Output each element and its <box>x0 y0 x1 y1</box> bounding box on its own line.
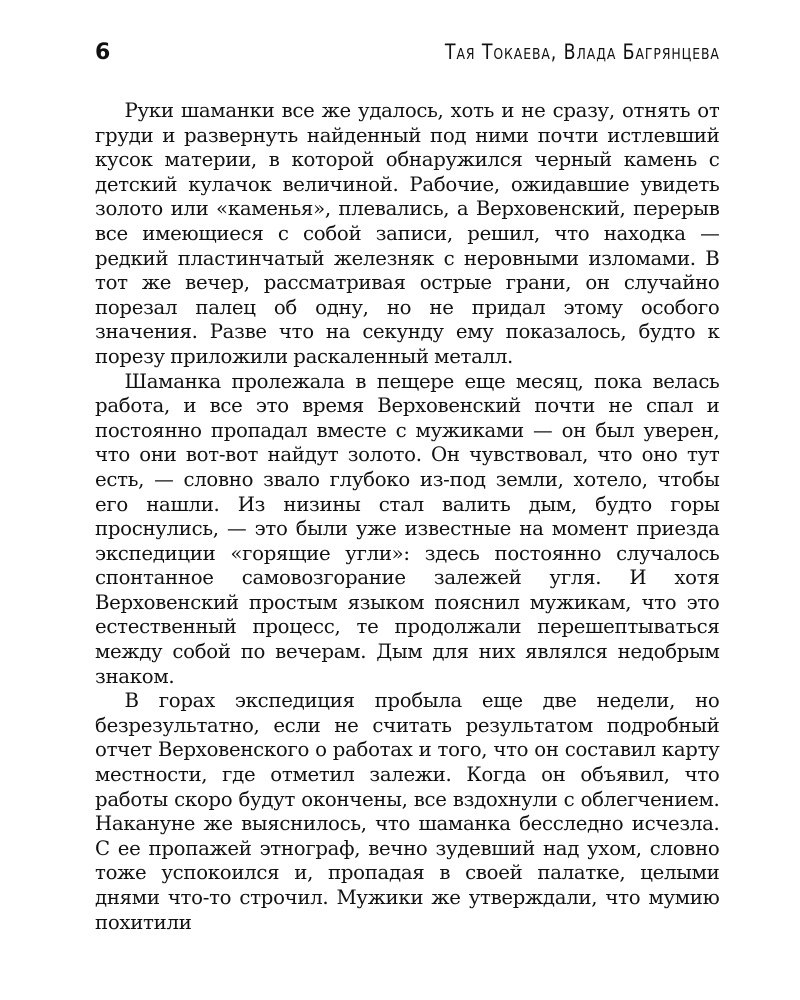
book-page <box>95 40 720 934</box>
paragraph: Руки шаманки все же удалось, хоть и не сразу, отнять от груди и развернуть найденный под ними почти истлевший кусок материи, в которой обнаружился черный камень с детский кулачок величиной. Рабочие, ожидавшие увидеть золото или «каменья», плевались, а Верховенский, перерыв все имеющиеся с собой записи, решил, что находка — редкий пластинчатый железняк с неровными изломами. В тот же вечер, рассматривая острые грани, он случайно порезал палец об одну, но не придал этому особого значения. Разве что на секунду ему показалось, будто к порезу приложили раскаленный металл. <box>95 98 720 368</box>
paragraph: В горах экспедиция пробыла еще две недели, но безрезультатно, если не считать результатом подробный отчет Верховенского о работах и того, что он составил карту местности, где отметил залежи. Когда он объявил, что работы скоро будут окончены, все вздохнули с облегчением. Накануне же выяснилось, что шаманка бесследно исчезла. С ее пропажей этнограф, вечно зудевший над ухом, словно тоже успокоился и, пропадая в своей палатке, целыми днями что-то строчил. Мужики же утверждали, что мумию похитили <box>95 688 720 934</box>
running-head <box>95 40 720 84</box>
paragraph: Шаманка пролежала в пещере еще месяц, пока велась работа, и все это время Верховенский почти не спал и постоянно пропадал вместе с мужиками — он был уверен, что они вот-вот найдут золото. Он чувствовал, что оно тут есть, — словно звало глубоко из-под земли, хотело, чтобы его нашли. Из низины стал валить дым, будто горы проснулись, — это были уже известные на момент приезда экспедиции «горящие угли»: здесь постоянно случалось спонтанное самовозгорание залежей угля. И хотя Верховенский простым языком пояснил мужикам, что это естественный процесс, те продолжали перешептываться между собой по вечерам. Дым для них являлся недобрым знаком. <box>95 368 720 688</box>
page-number: 6 <box>95 40 111 65</box>
body-text <box>95 98 720 934</box>
running-head-authors: Тая Токаева, Влада Багрянцева <box>445 40 720 64</box>
